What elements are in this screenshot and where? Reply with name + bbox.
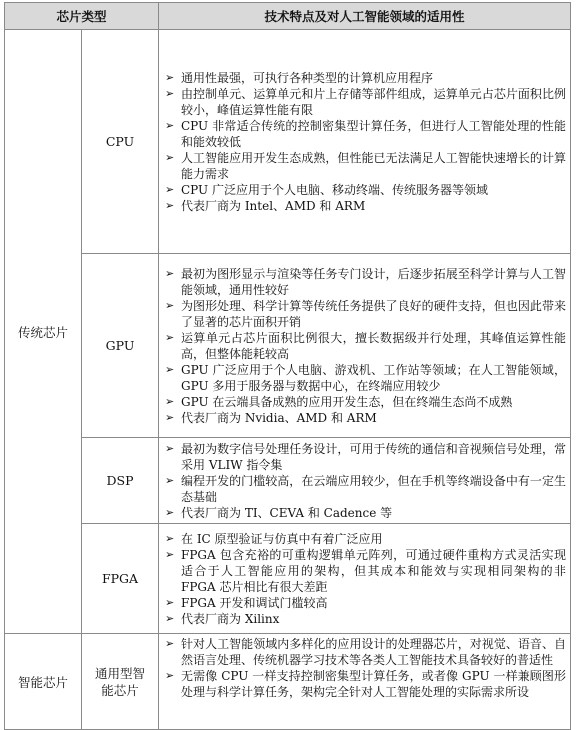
chip-type-cell xyxy=(82,524,159,634)
arrow-bullet-icon: ➢ xyxy=(165,70,175,84)
feature-list-item xyxy=(165,150,566,182)
feature-text: FPGA 开发和调试门槛较高 xyxy=(181,595,328,610)
feature-text: 最初为数字信号处理任务设计，可用于传统的通信和音视频信号处理，常采用 VLIW 指令集 xyxy=(181,441,566,472)
feature-text: 代表厂商为 Xilinx xyxy=(181,611,280,626)
feature-list-item xyxy=(165,505,566,521)
arrow-bullet-icon: ➢ xyxy=(165,611,175,625)
feature-text: 通用性最强，可执行各种类型的计算机应用程序 xyxy=(181,70,434,85)
feature-list-item xyxy=(165,198,566,214)
feature-text: 由控制单元、运算单元和片上存储等部件组成，运算单元占芯片面积比例较小，峰值运算性能有限 xyxy=(181,86,566,117)
feature-list-item xyxy=(165,473,566,505)
table-row xyxy=(5,254,571,438)
table-row xyxy=(5,634,571,730)
chip-group-label: 传统芯片 xyxy=(17,324,68,340)
tech-features-cell xyxy=(159,30,571,254)
feature-list-item xyxy=(165,298,566,330)
chip-type-label: CPU xyxy=(105,134,135,149)
feature-text: CPU 非常适合传统的控制密集型计算任务，但进行人工智能处理的性能和能效较低 xyxy=(181,118,566,149)
feature-text: GPU 广泛应用于个人电脑、游戏机、工作站等领域；在人工智能领域，GPU 多用于服务器与数据中心，在终端应用较少 xyxy=(181,362,566,393)
feature-text: 无需像 CPU 一样支持控制密集型计算任务，或者像 GPU 一样兼顾图形处理与科学计算任务，架构完全针对人工智能处理的实际需求所设 xyxy=(181,669,566,699)
feature-text: GPU 在云端具备成熟的应用开发生态，但在终端生态尚不成熟 xyxy=(181,394,513,409)
feature-list xyxy=(165,266,566,426)
arrow-bullet-icon: ➢ xyxy=(165,266,175,280)
chip-group-label: 智能芯片 xyxy=(17,674,68,690)
feature-list xyxy=(165,531,566,627)
feature-list-item xyxy=(165,547,566,595)
feature-text: 代表厂商为 Nvidia、AMD 和 ARM xyxy=(181,410,377,425)
feature-list-item xyxy=(165,394,566,410)
feature-text: FPGA 包含充裕的可重构逻辑单元阵列，可通过硬件重构方式灵活实现适合于人工智能应用的架构，但其成本和能效与实现相同架构的非 FPGA 芯片相比有很大差距 xyxy=(181,547,566,594)
chip-type-cell xyxy=(82,254,159,438)
arrow-bullet-icon: ➢ xyxy=(165,330,175,344)
feature-list-item xyxy=(165,182,566,198)
table-body xyxy=(5,30,571,730)
chip-type-label: 通用型智能芯片 xyxy=(94,665,145,698)
arrow-bullet-icon: ➢ xyxy=(165,86,175,100)
arrow-bullet-icon: ➢ xyxy=(165,198,175,212)
arrow-bullet-icon: ➢ xyxy=(165,547,175,561)
feature-list-item xyxy=(165,266,566,298)
table-row xyxy=(5,30,571,254)
feature-list-item xyxy=(165,595,566,611)
feature-list xyxy=(165,70,566,214)
feature-list-item xyxy=(165,441,566,473)
feature-list-item xyxy=(165,86,566,118)
feature-text: 最初为图形显示与渲染等任务专门设计，后逐步拓展至科学计算与人工智能领域，通用性较好 xyxy=(181,266,566,297)
chip-type-label: FPGA xyxy=(101,571,139,586)
feature-list-item xyxy=(165,668,566,700)
arrow-bullet-icon: ➢ xyxy=(165,362,175,376)
feature-text: 代表厂商为 Intel、AMD 和 ARM xyxy=(181,198,366,213)
header-tech-features: 技术特点及对人工智能领域的适用性 xyxy=(159,3,571,30)
chip-group-cell xyxy=(5,634,82,730)
arrow-bullet-icon: ➢ xyxy=(165,441,175,455)
feature-text: 运算单元占芯片面积比例很大，擅长数据级并行处理，其峰值运算性能高，但整体能耗较高 xyxy=(181,330,566,361)
feature-list xyxy=(165,636,566,700)
chip-type-label: GPU xyxy=(105,338,135,353)
feature-text: 编程开发的门槛较高，在云端应用较少，但在手机等终端设备中有一定生态基础 xyxy=(181,473,566,504)
feature-list xyxy=(165,441,566,521)
feature-list-item xyxy=(165,611,566,627)
table-row xyxy=(5,524,571,634)
feature-text: 人工智能应用开发生态成熟，但性能已无法满足人工智能快速增长的计算能力需求 xyxy=(181,150,566,181)
arrow-bullet-icon: ➢ xyxy=(165,595,175,609)
arrow-bullet-icon: ➢ xyxy=(165,531,175,545)
feature-list-item xyxy=(165,330,566,362)
tech-features-cell xyxy=(159,634,571,730)
arrow-bullet-icon: ➢ xyxy=(165,473,175,487)
feature-text: 在 IC 原型验证与仿真中有着广泛应用 xyxy=(181,531,383,546)
feature-list-item xyxy=(165,362,566,394)
feature-text: 针对人工智能领域内多样化的应用设计的处理器芯片，对视觉、语音、自然语言处理、传统机器学习技术等各类人工智能技术具备较好的普适性 xyxy=(181,637,566,667)
arrow-bullet-icon: ➢ xyxy=(165,505,175,519)
feature-list-item xyxy=(165,410,566,426)
tech-features-cell xyxy=(159,524,571,634)
arrow-bullet-icon: ➢ xyxy=(165,298,175,312)
arrow-bullet-icon: ➢ xyxy=(165,410,175,424)
chip-comparison-table xyxy=(4,2,571,730)
chip-group-cell xyxy=(5,30,82,634)
feature-list-item xyxy=(165,636,566,668)
feature-list-item xyxy=(165,118,566,150)
arrow-bullet-icon: ➢ xyxy=(165,118,175,132)
chip-type-cell xyxy=(82,634,159,730)
arrow-bullet-icon: ➢ xyxy=(165,182,175,196)
arrow-bullet-icon: ➢ xyxy=(165,394,175,408)
arrow-bullet-icon: ➢ xyxy=(165,669,175,682)
feature-text: 为图形处理、科学计算等传统任务提供了良好的硬件支持，但也因此带来了显著的芯片面积开销 xyxy=(181,298,566,329)
feature-list-item xyxy=(165,531,566,547)
chip-comparison-table-wrapper xyxy=(4,2,571,730)
feature-text: CPU 广泛应用于个人电脑、移动终端、传统服务器等领域 xyxy=(181,182,488,197)
arrow-bullet-icon: ➢ xyxy=(165,637,175,650)
chip-type-label: DSP xyxy=(106,473,134,488)
tech-features-cell xyxy=(159,438,571,524)
feature-list-item xyxy=(165,70,566,86)
arrow-bullet-icon: ➢ xyxy=(165,150,175,164)
chip-type-cell xyxy=(82,30,159,254)
table-row xyxy=(5,438,571,524)
chip-type-cell xyxy=(82,438,159,524)
tech-features-cell xyxy=(159,254,571,438)
table-header-row xyxy=(5,3,571,30)
feature-text: 代表厂商为 TI、CEVA 和 Cadence 等 xyxy=(181,505,393,520)
header-chip-type: 芯片类型 xyxy=(5,3,159,30)
